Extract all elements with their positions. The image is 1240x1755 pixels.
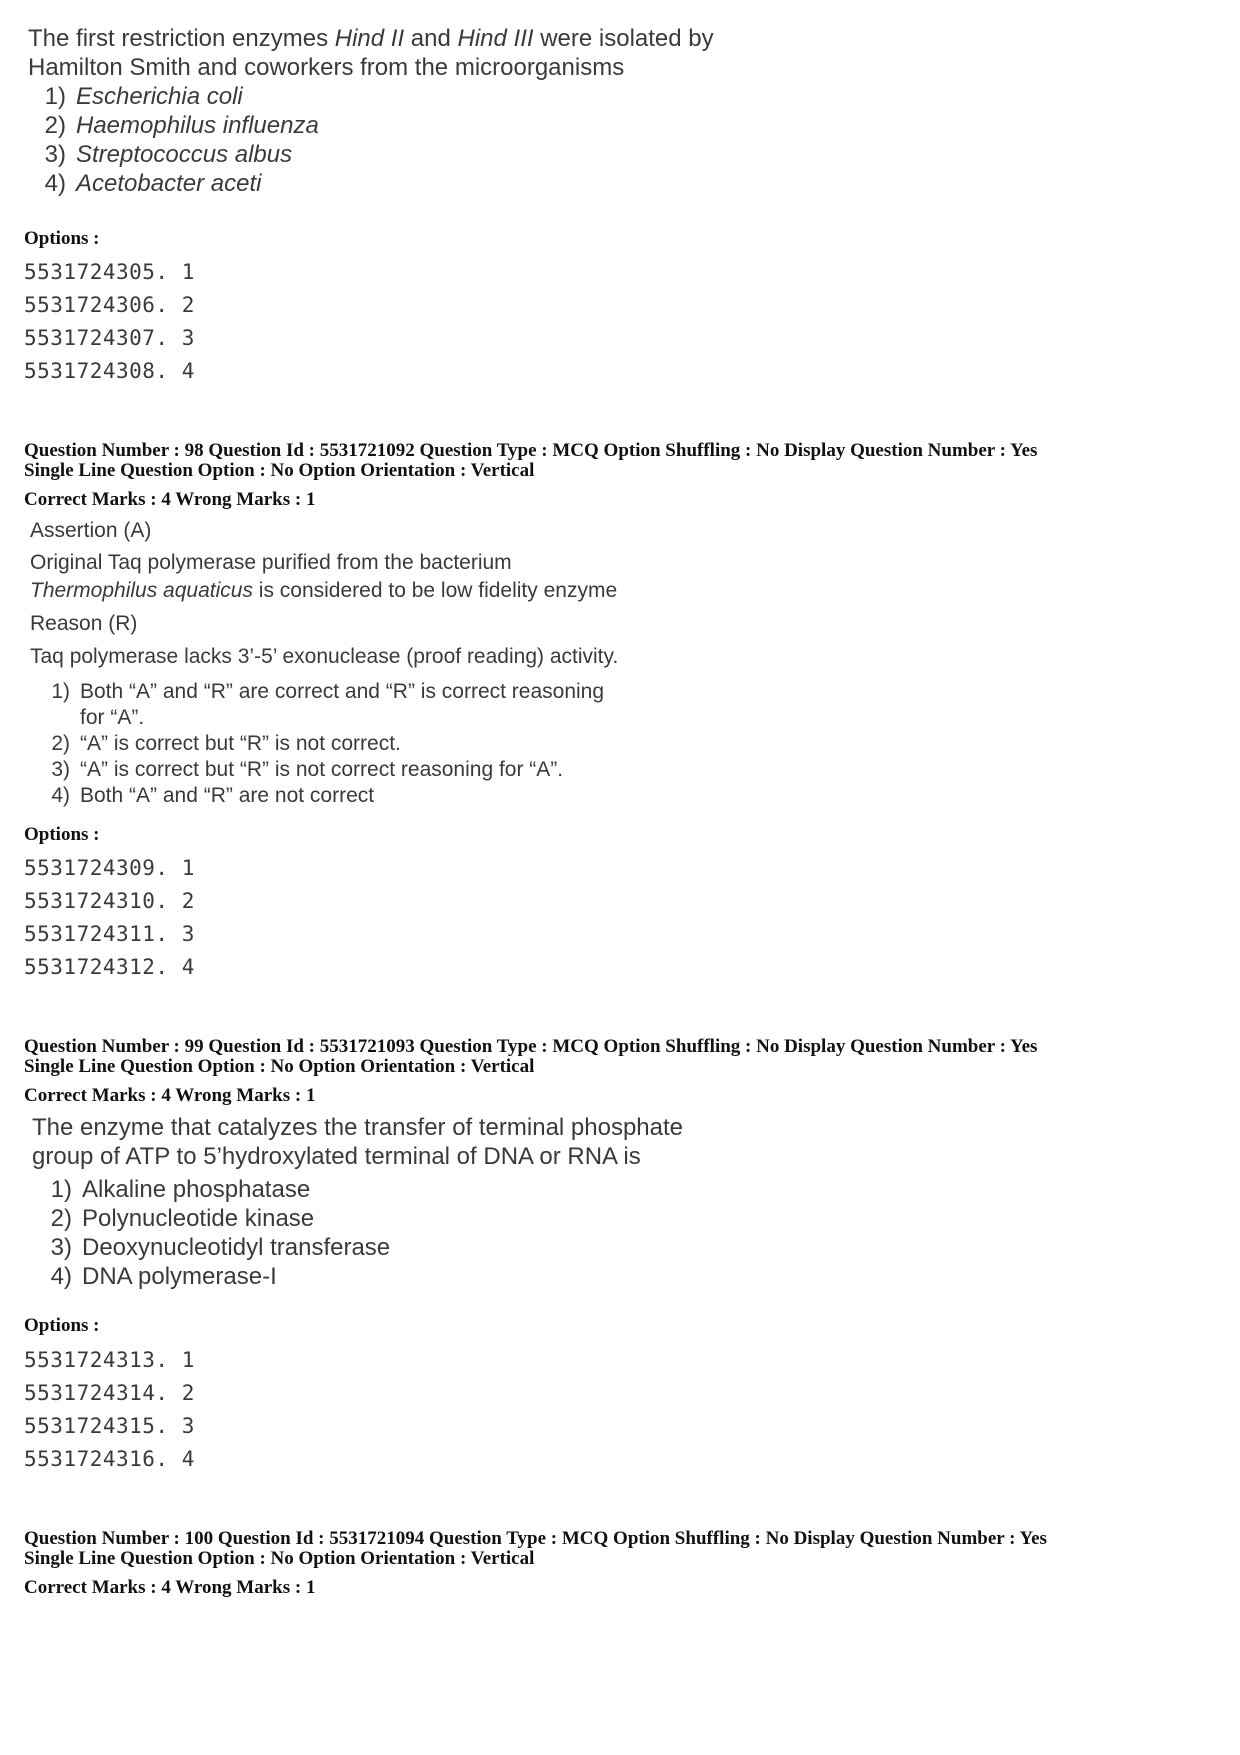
question-99-stem-line2: group of ATP to 5’hydroxylated terminal of DNA or RNA is [32,1143,641,1170]
options-list [24,852,1224,984]
question-meta-line: Single Line Question Option : No Option Orientation : Vertical [24,1056,535,1077]
question-97-choices [28,82,1228,198]
question-97-image [28,24,1228,198]
question-meta-line: Single Line Question Option : No Option Orientation : Vertical [24,460,535,481]
choice-item: 2) “A” is correct but “R” is not correct. [51,732,401,755]
assertion-line2: Thermophilus aquaticus is considered to be low fidelity enzyme [30,579,618,602]
choice-item: 2) Haemophilus influenza [44,112,319,139]
choice-item: 3) Streptococcus albus [44,141,293,168]
question-99-marks: Correct Marks : 4 Wrong Marks : 1 [24,1085,316,1106]
option-item[interactable]: 5531724313. 1 [24,1348,195,1372]
question-97-stem-line1: The first restriction enzymes Hind II and Hind III were isolated by [28,25,714,52]
question-98-image [30,516,1230,809]
question-100-meta [24,1529,1224,1569]
question-meta-line: Single Line Question Option : No Option Orientation : Vertical [24,1548,535,1569]
question-98-choices [30,679,1230,809]
options-list [24,256,1224,388]
choice-item: 3) “A” is correct but “R” is not correct reasoning for “A”. [51,758,564,781]
options-label: Options : [24,228,100,249]
question-97-stem-line2: Hamilton Smith and coworkers from the microorganisms [28,54,625,81]
option-item[interactable]: 5531724312. 4 [24,955,195,979]
choice-item: 4) DNA polymerase-I [50,1263,277,1290]
choice-item: 4) Acetobacter aceti [44,170,262,197]
option-item[interactable]: 5531724311. 3 [24,922,195,946]
reason-text: Taq polymerase lacks 3’-5’ exonuclease (proof reading) activity. [30,645,619,668]
option-item[interactable]: 5531724316. 4 [24,1447,195,1471]
choice-item: 4) Both “A” and “R” are not correct [51,784,375,807]
question-99-meta [24,1037,1224,1077]
question-99-choices [32,1175,1232,1291]
choice-item-continuation: for “A”. [80,706,145,729]
choice-item: 1) Alkaline phosphatase [50,1176,311,1203]
reason-label: Reason (R) [30,612,138,635]
question-99-stem-line1: The enzyme that catalyzes the transfer of terminal phosphate [32,1114,684,1141]
option-item[interactable]: 5531724315. 3 [24,1414,195,1438]
option-item[interactable]: 5531724307. 3 [24,326,195,350]
choice-item: 1) Both “A” and “R” are correct and “R” is correct reasoning [51,680,605,703]
question-98-meta [24,441,1224,481]
question-99-image [32,1113,1232,1291]
question-100-marks: Correct Marks : 4 Wrong Marks : 1 [24,1577,316,1598]
question-meta-line: Question Number : 100 Question Id : 5531721094 Question Type : MCQ Option Shuffling : No Display Question Number : Yes [24,1528,1047,1549]
option-item[interactable]: 5531724306. 2 [24,293,195,317]
choice-item: 2) Polynucleotide kinase [50,1205,315,1232]
choice-item: 3) Deoxynucleotidyl transferase [50,1234,391,1261]
options-label: Options : [24,824,100,845]
assertion-label: Assertion (A) [30,519,152,542]
question-98-marks: Correct Marks : 4 Wrong Marks : 1 [24,489,316,510]
options-label: Options : [24,1315,100,1336]
option-item[interactable]: 5531724310. 2 [24,889,195,913]
option-item[interactable]: 5531724314. 2 [24,1381,195,1405]
question-meta-line: Question Number : 98 Question Id : 5531721092 Question Type : MCQ Option Shuffling : No Display Question Number : Yes [24,440,1038,461]
option-item[interactable]: 5531724305. 1 [24,260,195,284]
question-meta-line: Question Number : 99 Question Id : 5531721093 Question Type : MCQ Option Shuffling : No Display Question Number : Yes [24,1036,1038,1057]
option-item[interactable]: 5531724308. 4 [24,359,195,383]
option-item[interactable]: 5531724309. 1 [24,856,195,880]
choice-item: 1) Escherichia coli [44,83,243,110]
options-list [24,1344,1224,1476]
assertion-line1: Original Taq polymerase purified from the bacterium [30,551,512,574]
